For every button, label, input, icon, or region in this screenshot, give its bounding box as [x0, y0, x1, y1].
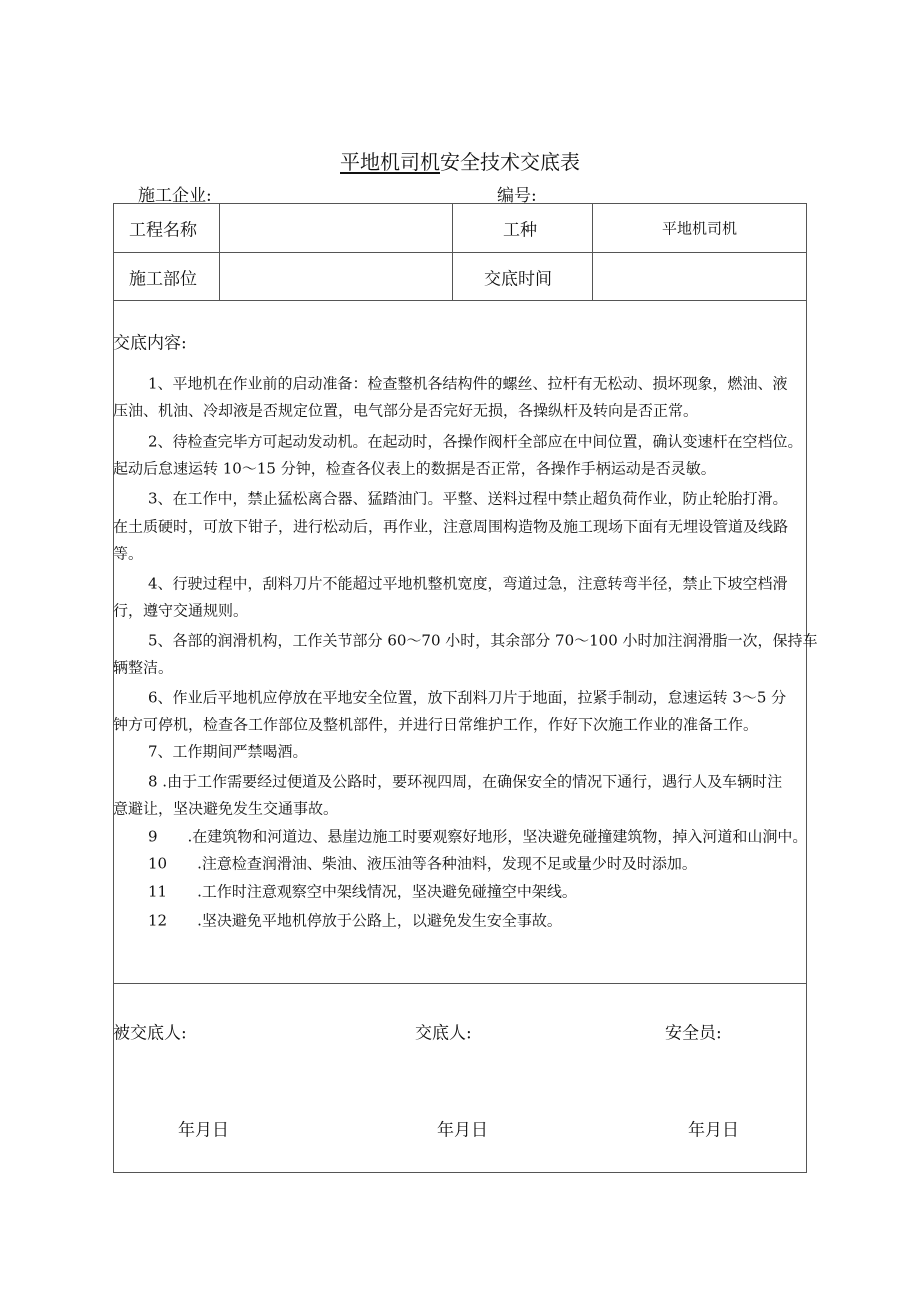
content-line: 意避让，坚决避免发生交通事故。 — [113, 799, 339, 818]
time-label: 交底时间 — [484, 269, 552, 290]
content-line: 5、各部的润滑机构，工作关节部分 60～70 小时，其余部分 70～100 小时加注润滑脂一次，保持车 — [148, 631, 818, 650]
number-label: 编号: — [497, 186, 537, 206]
content-line: 等。 — [113, 544, 144, 563]
location-label: 施工部位 — [129, 269, 197, 290]
content-line: 12 .坚决避免平地机停放于公路上，以避免发生安全事故。 — [148, 911, 562, 930]
content-line: 7、工作期间严禁喝酒。 — [148, 742, 308, 761]
content-line: 6、作业后平地机应停放在平地安全位置，放下刮料刀片于地面，拉紧手制动，怠速运转 3～5 分 — [148, 688, 787, 707]
row-divider — [113, 252, 807, 253]
safety-officer-label: 安全员: — [665, 1023, 722, 1044]
recipient-label: 被交底人: — [113, 1023, 187, 1044]
trade-label: 工种 — [503, 220, 537, 241]
content-line: 4、行驶过程中，刮料刀片不能超过平地机整机宽度，弯道过急，注意转弯半径，禁止下坡空档滑 — [148, 574, 788, 593]
col-divider — [219, 203, 220, 300]
page-title — [0, 146, 920, 175]
content-line: 9 .在建筑物和河道边、悬崖边施工时要观察好地形，坚决避免碰撞建筑物，掉入河道和山涧中。 — [148, 827, 808, 846]
content-line: 压油、机油、冷却液是否规定位置，电气部分是否完好无损，各操纵杆及转向是否正常。 — [113, 401, 699, 420]
safety-officer-date: 年月日 — [688, 1120, 739, 1141]
content-line: 2、待检查完毕方可起动发动机。在起动时，各操作阀杆全部应在中间位置，确认变速杆在空档位。 — [148, 432, 803, 451]
row-divider — [113, 983, 807, 984]
content-line: 辆整洁。 — [113, 658, 174, 677]
content-line: 8 .由于工作需要经过便道及公路时，要环视四周，在确保安全的情况下通行，遇行人及车辆时注 — [148, 772, 783, 791]
col-divider — [452, 203, 453, 300]
content-heading: 交底内容: — [113, 333, 187, 354]
presenter-label: 交底人: — [415, 1023, 472, 1044]
col-divider — [592, 203, 593, 300]
content-line: 3、在工作中，禁止猛松离合器、猛踏油门。平整、送料过程中禁止超负荷作业，防止轮胎打滑。 — [148, 489, 788, 508]
content-line: 起动后怠速运转 10～15 分钟，检查各仪表上的数据是否正常，各操作手柄运动是否灵敏。 — [113, 459, 716, 478]
content-line: 11 .工作时注意观察空中架线情况，坚决避免碰撞空中架线。 — [148, 882, 577, 901]
recipient-date: 年月日 — [178, 1120, 229, 1141]
content-line: 行，遵守交通规则。 — [113, 601, 249, 620]
company-label: 施工企业: — [138, 186, 212, 206]
content-line: 1、平地机在作业前的启动准备：检查整机各结构件的螺丝、拉杆有无松动、损坏现象，燃油、液 — [148, 374, 788, 393]
content-line: 钟方可停机，检查各工作部位及整机部件，并进行日常维护工作，作好下次施工作业的准备工作。 — [113, 715, 759, 734]
content-line: 10 .注意检查润滑油、柴油、液压油等各种油料，发现不足或量少时及时添加。 — [148, 854, 697, 873]
project-name-label: 工程名称 — [129, 220, 197, 241]
presenter-date: 年月日 — [437, 1120, 488, 1141]
trade-value[interactable]: 平地机司机 — [662, 219, 738, 238]
content-line: 在土质硬时，可放下钳子，进行松动后，再作业，注意周围构造物及施工现场下面有无埋设管道及线路 — [113, 517, 789, 536]
title-rest: 安全技术交底表 — [440, 150, 580, 174]
title-underlined: 平地机司机 — [340, 150, 440, 174]
row-divider — [113, 300, 807, 301]
